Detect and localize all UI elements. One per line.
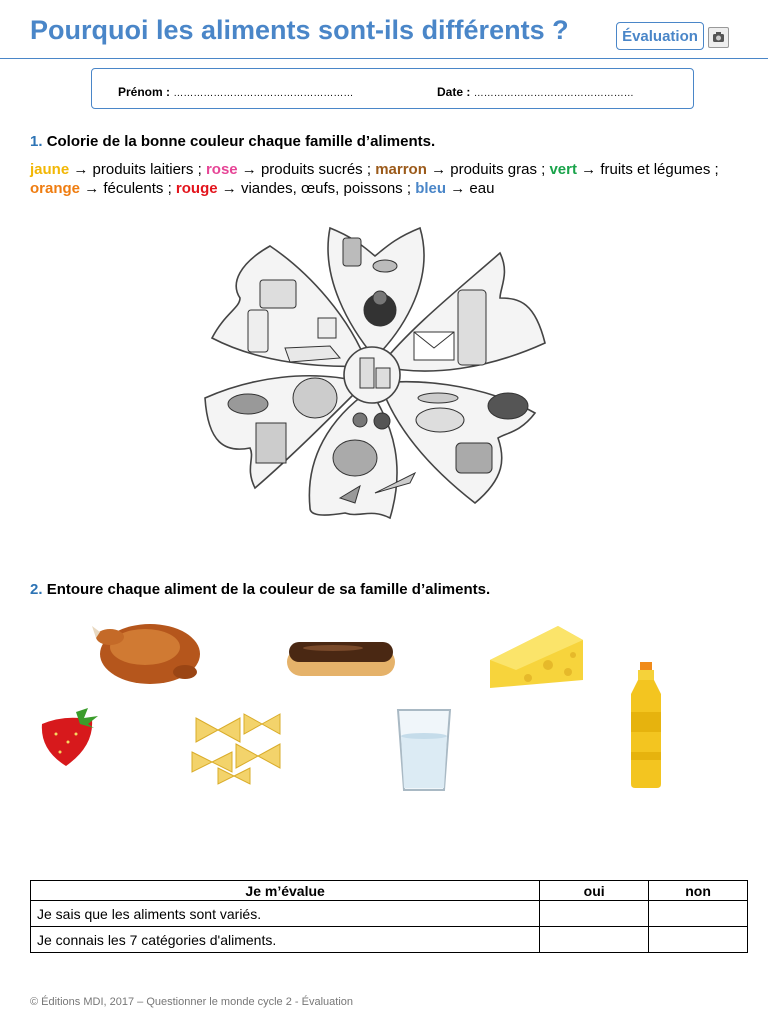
question-1-text: Colorie de la bonne couleur chaque famille d’aliments. [46, 133, 436, 150]
legend-separator: ; [536, 161, 550, 178]
footer-copyright: © Éditions MDI, 2017 – Questionner le monde cycle 2 - Évaluation [30, 996, 353, 1008]
legend-separator: ; [163, 180, 176, 197]
legend-family-vert: fruits et légumes [600, 161, 711, 178]
date-dots: ………………………………………… [473, 88, 634, 99]
legend-family-rose: produits sucrés [260, 161, 363, 178]
arrow-icon: → [241, 161, 257, 178]
legend-family-orange: féculents [103, 180, 164, 197]
yes-cell[interactable] [540, 927, 649, 953]
date-label: Date : [437, 85, 471, 99]
yes-cell[interactable] [540, 901, 649, 927]
legend-separator: ; [362, 161, 376, 178]
legend-color-vert: vert [549, 161, 577, 178]
legend-color-bleu: bleu [415, 180, 447, 197]
pasta-image[interactable] [188, 708, 288, 786]
page-title: Pourquoi les aliments sont-ils différents ? [30, 15, 569, 45]
evaluation-badge: Évaluation [616, 22, 704, 50]
criterion-text: Je sais que les aliments sont variés. [31, 901, 540, 927]
question-1-title [30, 133, 435, 150]
legend-family-jaune: produits laitiers [92, 161, 194, 178]
eclair-image[interactable] [283, 632, 398, 682]
roast-chicken-image[interactable] [90, 612, 205, 690]
color-legend [30, 160, 750, 198]
first-name-dots: ……………………………………………… [173, 88, 354, 99]
criterion-text: Je connais les 7 catégories d'aliments. [31, 927, 540, 953]
camera-icon [708, 27, 729, 48]
arrow-icon: → [73, 161, 89, 178]
no-cell[interactable] [649, 901, 748, 927]
no-cell[interactable] [649, 927, 748, 953]
self-evaluation-table [30, 880, 748, 953]
oil-bottle-image[interactable] [625, 662, 667, 790]
legend-family-bleu: eau [469, 180, 495, 197]
legend-family-rouge: viandes, œufs, poissons [240, 180, 403, 197]
table-row [31, 927, 748, 953]
legend-color-jaune: jaune [30, 161, 70, 178]
header-self-eval: Je m’évalue [31, 881, 540, 901]
arrow-icon: → [84, 180, 100, 197]
arrow-icon: → [221, 180, 237, 197]
legend-color-orange: orange [30, 180, 81, 197]
identity-box [91, 68, 694, 109]
arrow-icon: → [581, 161, 597, 178]
legend-color-rouge: rouge [175, 180, 218, 197]
question-1-number: 1. [30, 133, 43, 150]
date-field[interactable] [437, 85, 634, 99]
first-name-field[interactable] [118, 85, 353, 99]
question-2-title [30, 581, 490, 598]
water-glass-image[interactable] [394, 708, 454, 794]
strawberry-image[interactable] [36, 706, 102, 768]
legend-color-rose: rose [205, 161, 238, 178]
legend-family-marron: produits gras [450, 161, 537, 178]
title-divider [0, 58, 768, 59]
arrow-icon: → [431, 161, 447, 178]
legend-separator: ; [193, 161, 206, 178]
table-row [31, 901, 748, 927]
header-yes: oui [540, 881, 649, 901]
question-2-text: Entoure chaque aliment de la couleur de sa famille d’aliments. [46, 581, 491, 598]
arrow-icon: → [450, 180, 466, 197]
table-header-row [31, 881, 748, 901]
question-2-number: 2. [30, 581, 43, 598]
food-wheel-illustration[interactable] [200, 218, 550, 534]
legend-separator: ; [710, 161, 719, 178]
legend-color-marron: marron [375, 161, 427, 178]
first-name-label: Prénom : [118, 85, 171, 99]
header-no: non [649, 881, 748, 901]
cheese-image[interactable] [488, 620, 588, 692]
legend-separator: ; [402, 180, 416, 197]
